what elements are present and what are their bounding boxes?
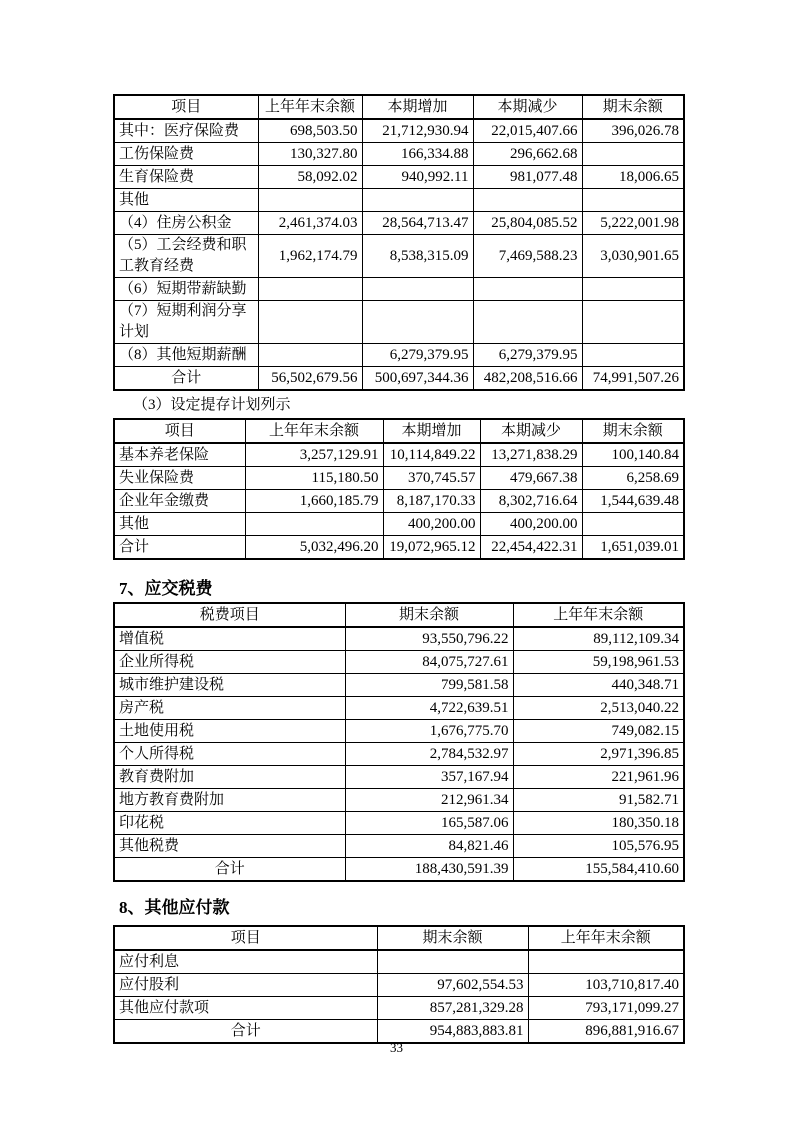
value-cell: 357,167.94 [345,766,513,789]
value-cell: 8,187,170.33 [383,490,480,513]
value-cell: 97,602,554.53 [377,974,528,997]
value-cell: 440,348.71 [513,674,684,697]
value-cell: 5,032,496.20 [245,536,383,560]
value-cell: 1,660,185.79 [245,490,383,513]
value-cell: 28,564,713.47 [362,212,473,235]
value-cell [528,950,684,974]
value-cell: 940,992.11 [362,166,473,189]
value-cell: 799,581.58 [345,674,513,697]
row-label-cell: 企业年金缴费 [114,490,245,513]
value-cell [362,189,473,212]
table-row [114,467,684,490]
header-row [114,926,684,950]
row-label-cell: 其他税费 [114,835,345,858]
table-row [114,858,684,882]
other-payables-table [113,925,685,1044]
value-cell [258,344,362,367]
table-row [114,720,684,743]
value-cell: 6,279,379.95 [362,344,473,367]
row-label-cell: 房产税 [114,697,345,720]
column-header: 本期增加 [362,95,473,119]
value-cell: 479,667.38 [480,467,582,490]
employee-compensation-detail-table [113,94,685,391]
value-cell [582,143,684,166]
value-cell: 3,030,901.65 [582,235,684,278]
row-label-cell: 合计 [114,1020,377,1044]
row-label-cell: 个人所得税 [114,743,345,766]
value-cell: 6,258.69 [582,467,684,490]
value-cell [582,513,684,536]
value-cell: 59,198,961.53 [513,651,684,674]
value-cell: 89,112,109.34 [513,627,684,651]
value-cell: 58,092.02 [258,166,362,189]
value-cell: 500,697,344.36 [362,367,473,391]
value-cell: 396,026.78 [582,119,684,143]
column-header: 项目 [114,95,258,119]
value-cell: 19,072,965.12 [383,536,480,560]
section-3-heading: （3）设定提存计划列示 [133,397,291,413]
value-cell [258,278,362,301]
row-label-cell: 应付股利 [114,974,377,997]
table-row [114,697,684,720]
value-cell: 18,006.65 [582,166,684,189]
row-label-cell: 土地使用税 [114,720,345,743]
value-cell: 84,821.46 [345,835,513,858]
value-cell: 400,200.00 [383,513,480,536]
table-row [114,974,684,997]
value-cell: 25,804,085.52 [473,212,582,235]
value-cell: 4,722,639.51 [345,697,513,720]
value-cell [582,189,684,212]
row-label-cell: （4）住房公积金 [114,212,258,235]
value-cell: 857,281,329.28 [377,997,528,1020]
page-number: 33 [390,1040,403,1055]
row-label-cell: 其他应付款项 [114,997,377,1020]
column-header: 上年年末余额 [528,926,684,950]
table-row [114,119,684,143]
value-cell [473,189,582,212]
page-content [113,0,684,1044]
table-row [114,627,684,651]
header-row [114,603,684,627]
value-cell: 155,584,410.60 [513,858,684,882]
table-row [114,166,684,189]
column-header: 上年年末余额 [513,603,684,627]
column-header: 期末余额 [582,95,684,119]
value-cell: 130,327.80 [258,143,362,166]
value-cell: 698,503.50 [258,119,362,143]
taxes-payable-table [113,602,685,882]
table-row [114,651,684,674]
row-label-cell: 应付利息 [114,950,377,974]
value-cell: 100,140.84 [582,443,684,467]
row-label-cell: 其中：医疗保险费 [114,119,258,143]
value-cell: 13,271,838.29 [480,443,582,467]
section-8-heading: 8、其他应付款 [119,898,230,917]
row-label-cell: 基本养老保险 [114,443,245,467]
value-cell: 981,077.48 [473,166,582,189]
value-cell: 749,082.15 [513,720,684,743]
row-label-cell: 合计 [114,367,258,391]
table-row [114,443,684,467]
column-header: 本期减少 [480,419,582,443]
value-cell: 7,469,588.23 [473,235,582,278]
header-row [114,419,684,443]
table-row [114,278,684,301]
value-cell [245,513,383,536]
value-cell: 8,538,315.09 [362,235,473,278]
column-header: 项目 [114,419,245,443]
row-label-cell: 城市维护建设税 [114,674,345,697]
column-header: 上年年末余额 [258,95,362,119]
table-row [114,235,684,278]
value-cell [362,278,473,301]
value-cell [473,301,582,344]
value-cell: 93,550,796.22 [345,627,513,651]
value-cell: 91,582.71 [513,789,684,812]
table-row [114,143,684,166]
table-row [114,789,684,812]
row-label-cell: 其他 [114,513,245,536]
value-cell: 5,222,001.98 [582,212,684,235]
value-cell: 115,180.50 [245,467,383,490]
table-row [114,997,684,1020]
table-row [114,301,684,344]
table-row [114,490,684,513]
column-header: 本期减少 [473,95,582,119]
row-label-cell: 企业所得税 [114,651,345,674]
value-cell: 188,430,591.39 [345,858,513,882]
value-cell: 8,302,716.64 [480,490,582,513]
value-cell: 103,710,817.40 [528,974,684,997]
row-label-cell: 失业保险费 [114,467,245,490]
value-cell: 296,662.68 [473,143,582,166]
value-cell: 1,962,174.79 [258,235,362,278]
value-cell: 2,971,396.85 [513,743,684,766]
row-label-cell: 增值税 [114,627,345,651]
value-cell: 56,502,679.56 [258,367,362,391]
row-label-cell: 教育费附加 [114,766,345,789]
table-row [114,212,684,235]
table-row [114,812,684,835]
table-row [114,674,684,697]
row-label-cell: 合计 [114,858,345,882]
table-row [114,513,684,536]
value-cell [582,301,684,344]
column-header: 期末余额 [377,926,528,950]
table-row [114,367,684,391]
value-cell: 2,784,532.97 [345,743,513,766]
column-header: 税费项目 [114,603,345,627]
value-cell: 84,075,727.61 [345,651,513,674]
column-header: 项目 [114,926,377,950]
value-cell: 74,991,507.26 [582,367,684,391]
value-cell: 10,114,849.22 [383,443,480,467]
value-cell: 221,961.96 [513,766,684,789]
row-label-cell: （6）短期带薪缺勤 [114,278,258,301]
value-cell: 3,257,129.91 [245,443,383,467]
value-cell: 1,676,775.70 [345,720,513,743]
value-cell [258,189,362,212]
value-cell: 896,881,916.67 [528,1020,684,1044]
value-cell: 105,576.95 [513,835,684,858]
table-row [114,743,684,766]
value-cell: 2,461,374.03 [258,212,362,235]
value-cell: 400,200.00 [480,513,582,536]
row-label-cell: （5）工会经费和职工教育经费 [114,235,258,278]
value-cell [582,344,684,367]
defined-contribution-plan-table [113,418,685,560]
row-label-cell: 工伤保险费 [114,143,258,166]
row-label-cell: 生育保险费 [114,166,258,189]
value-cell: 22,015,407.66 [473,119,582,143]
column-header: 期末余额 [582,419,684,443]
row-label-cell: 印花税 [114,812,345,835]
header-row [114,95,684,119]
table-row [114,835,684,858]
value-cell: 21,712,930.94 [362,119,473,143]
column-header: 本期增加 [383,419,480,443]
value-cell: 482,208,516.66 [473,367,582,391]
column-header: 上年年末余额 [245,419,383,443]
table-row [114,536,684,560]
value-cell [258,301,362,344]
table-row [114,950,684,974]
value-cell [473,278,582,301]
row-label-cell: （8）其他短期薪酬 [114,344,258,367]
value-cell [377,950,528,974]
table-row [114,344,684,367]
value-cell [362,301,473,344]
value-cell: 954,883,883.81 [377,1020,528,1044]
value-cell: 370,745.57 [383,467,480,490]
row-label-cell: 其他 [114,189,258,212]
value-cell: 1,651,039.01 [582,536,684,560]
value-cell: 1,544,639.48 [582,490,684,513]
value-cell: 165,587.06 [345,812,513,835]
value-cell: 793,171,099.27 [528,997,684,1020]
value-cell: 6,279,379.95 [473,344,582,367]
table-row [114,766,684,789]
row-label-cell: 合计 [114,536,245,560]
table-row [114,189,684,212]
value-cell: 2,513,040.22 [513,697,684,720]
value-cell [582,278,684,301]
column-header: 期末余额 [345,603,513,627]
value-cell: 212,961.34 [345,789,513,812]
section-7-heading: 7、应交税费 [119,579,213,598]
row-label-cell: （7）短期利润分享计划 [114,301,258,344]
value-cell: 166,334.88 [362,143,473,166]
value-cell: 180,350.18 [513,812,684,835]
value-cell: 22,454,422.31 [480,536,582,560]
row-label-cell: 地方教育费附加 [114,789,345,812]
